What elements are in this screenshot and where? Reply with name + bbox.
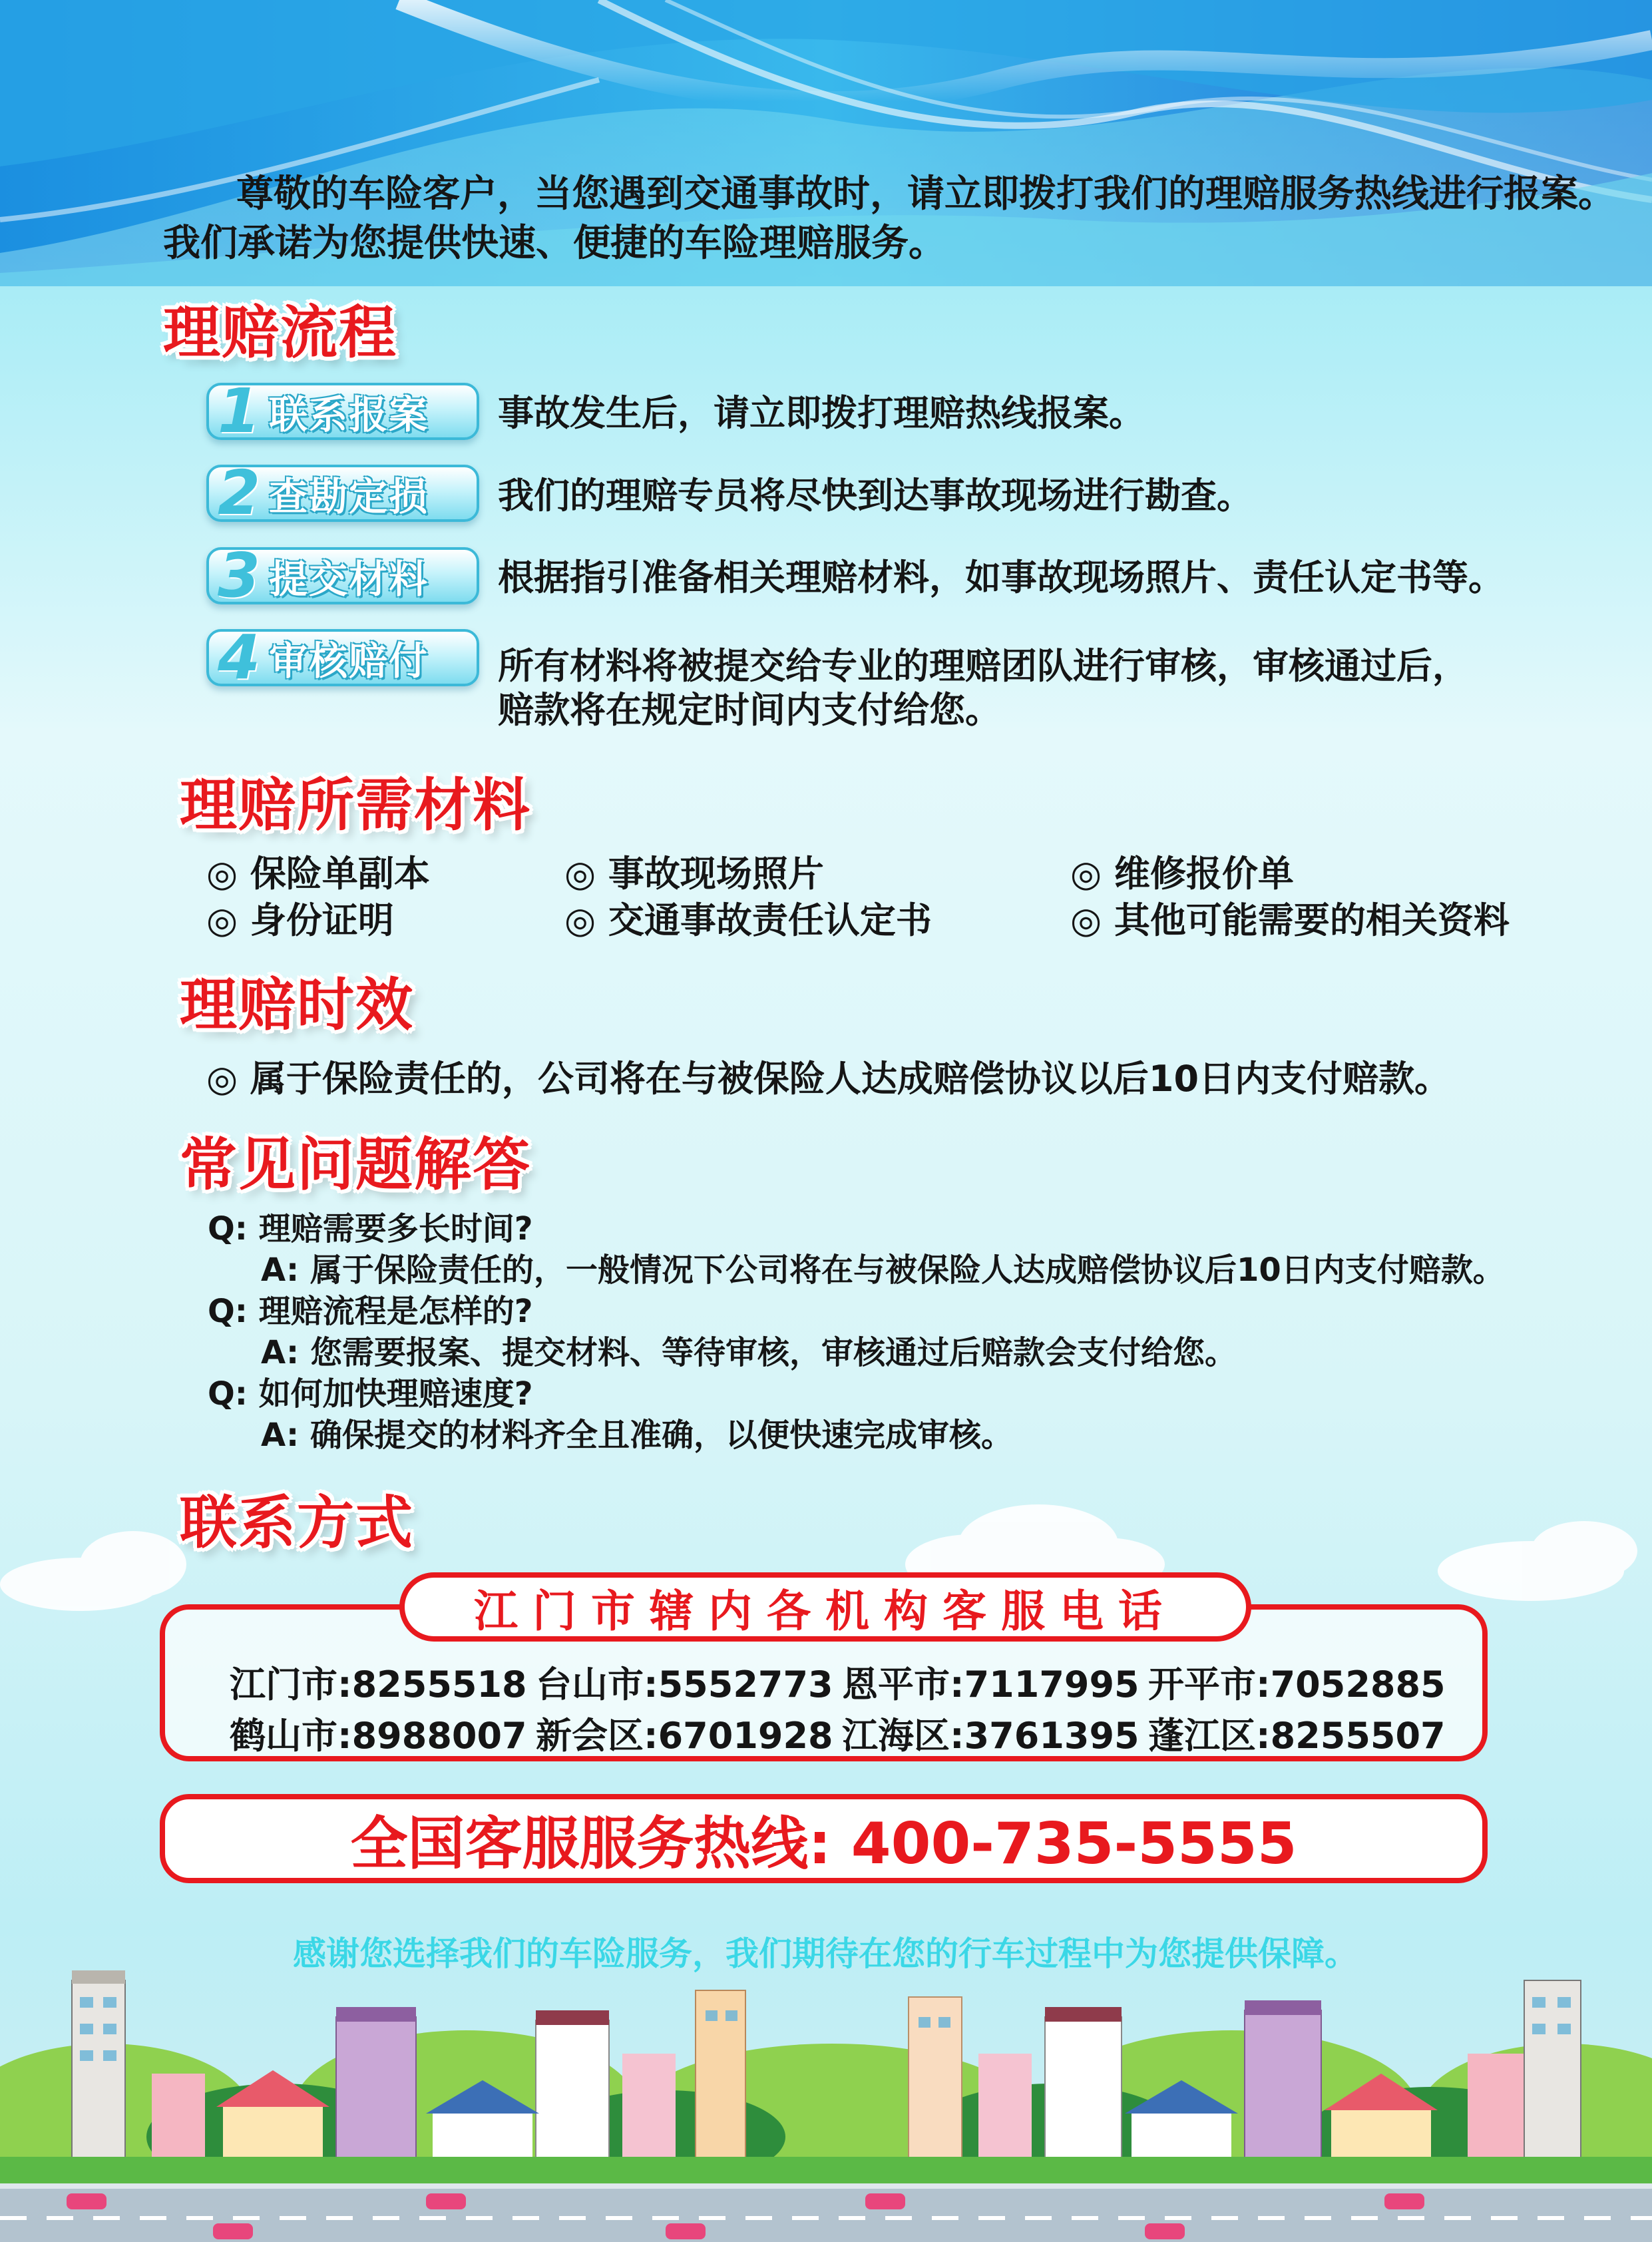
step-4-badge (206, 622, 479, 693)
step-1-number: 1 (217, 375, 260, 447)
phone-entry: 台山市:5552773 (536, 1664, 833, 1705)
faq-answer-2: A: 您需要报案、提交材料、等待审核，审核通过后赔款会支付给您。 (261, 1334, 1237, 1371)
phone-entry: 新会区:6701928 (536, 1715, 833, 1757)
step-2-label: 查勘定损 (269, 474, 429, 519)
thanks-message: 感谢您选择我们的车险服务，我们期待在您的行车过程中为您提供保障。 (293, 1934, 1358, 1973)
step-4-label: 审核赔付 (269, 638, 429, 684)
timeliness-heading: 理赔时效 (180, 972, 414, 1038)
step-2-badge (206, 457, 479, 529)
city-illustration (0, 1917, 1652, 2242)
timeliness-text: ◎ 属于保险责任的，公司将在与被保险人达成赔偿协议以后10日内支付赔款。 (206, 1058, 1451, 1100)
step-2-number: 2 (217, 457, 260, 529)
national-hotline: 全国客服服务热线: 400-735-5555 (160, 1794, 1488, 1883)
process-step-2 (206, 457, 479, 529)
phone-entry: 开平市:7052885 (1148, 1664, 1446, 1705)
step-3-label: 提交材料 (269, 557, 429, 602)
phone-entry: 江门市:8255518 (230, 1664, 527, 1705)
step-4-text-line-1: 所有材料将被提交给专业的理赔团队进行审核，审核通过后， (498, 645, 1468, 687)
material-item: ◎ 事故现场照片 (564, 853, 824, 895)
faq-answer-3: A: 确保提交的材料齐全且准确，以便快速完成审核。 (261, 1417, 1013, 1454)
faq-question-3: Q: 如何加快理赔速度? (208, 1375, 533, 1413)
faq-question-1: Q: 理赔需要多长时间? (208, 1210, 533, 1247)
faq-question-2: Q: 理赔流程是怎样的? (208, 1293, 533, 1330)
phone-entry: 江海区:3761395 (842, 1715, 1139, 1757)
faq-heading: 常见问题解答 (180, 1132, 531, 1198)
intro-line-2: 我们承诺为您提供快速、便捷的车险理赔服务。 (163, 222, 946, 265)
step-2-text: 我们的理赔专员将尽快到达事故现场进行勘查。 (498, 475, 1253, 517)
material-item: ◎ 维修报价单 (1070, 853, 1294, 895)
material-item: ◎ 身份证明 (206, 899, 394, 941)
phone-entry: 鹤山市:8988007 (230, 1715, 527, 1757)
process-step-1 (206, 375, 479, 447)
intro-line-1: 尊敬的车险客户，当您遇到交通事故时，请立即拨打我们的理赔服务热线进行报案。 (236, 172, 1615, 216)
step-3-text: 根据指引准备相关理赔材料，如事故现场照片、责任认定书等。 (498, 557, 1504, 598)
intro-paragraph (163, 170, 1627, 268)
process-step-4 (206, 622, 479, 693)
process-heading: 理赔流程 (163, 300, 397, 366)
process-step-3 (206, 540, 479, 611)
step-3-badge (206, 540, 479, 611)
step-3-number: 3 (217, 540, 260, 611)
material-item: ◎ 其他可能需要的相关资料 (1070, 899, 1510, 941)
faq-answer-1: A: 属于保险责任的，一般情况下公司将在与被保险人达成赔偿协议后10日内支付赔款。 (261, 1251, 1505, 1289)
step-4-number: 4 (217, 622, 260, 693)
step-1-text: 事故发生后，请立即拨打理赔热线报案。 (498, 392, 1145, 434)
step-1-label: 联系报案 (269, 392, 429, 437)
material-item: ◎ 保险单副本 (206, 853, 430, 895)
phone-entry: 蓬江区:8255507 (1148, 1715, 1446, 1757)
step-4-text (498, 644, 1468, 732)
contact-heading: 联系方式 (180, 1490, 414, 1556)
faq-list (208, 1208, 1505, 1456)
phone-directory-title: 江门市辖内各机构客服电话 (399, 1572, 1251, 1642)
phone-entry: 恩平市:7117995 (842, 1664, 1139, 1705)
material-item: ◎ 交通事故责任认定书 (564, 899, 932, 941)
step-1-badge (206, 375, 479, 447)
step-4-text-line-2: 赔款将在规定时间内支付给您。 (498, 689, 1001, 731)
materials-heading: 理赔所需材料 (180, 772, 531, 839)
